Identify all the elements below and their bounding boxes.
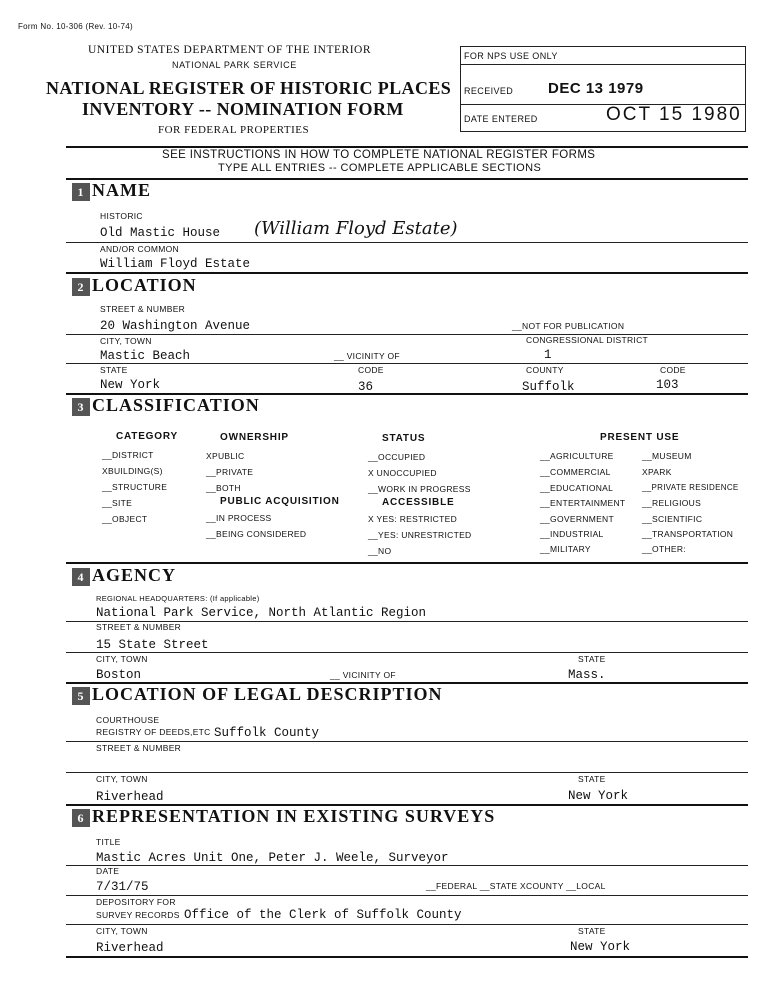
service-heading: NATIONAL PARK SERVICE: [172, 60, 297, 70]
historic-label: HISTORIC: [100, 211, 143, 221]
survey-date-label: DATE: [96, 866, 120, 876]
category-heading: CATEGORY: [116, 431, 178, 442]
acquisition-option[interactable]: __BEING CONSIDERED: [206, 529, 307, 539]
category-option[interactable]: XBUILDING(S): [102, 466, 163, 476]
received-label: RECEIVED: [464, 86, 514, 96]
use-option[interactable]: __ENTERTAINMENT: [540, 498, 626, 508]
courthouse-label: COURTHOUSE: [96, 715, 160, 725]
acquisition-option[interactable]: __IN PROCESS: [206, 513, 272, 523]
status-option[interactable]: __WORK IN PROGRESS: [368, 484, 471, 494]
survey-city-label: CITY, TOWN: [96, 926, 148, 936]
form-title-2: INVENTORY -- NOMINATION FORM: [82, 99, 404, 119]
regional-hq-value: National Park Service, North Atlantic Region: [96, 606, 427, 620]
use-option[interactable]: XPARK: [642, 467, 672, 477]
received-stamp: DEC 13 1979: [548, 80, 644, 97]
state-code-label: CODE: [358, 365, 384, 375]
historic-name: Old Mastic House: [100, 226, 221, 240]
ownership-option[interactable]: __BOTH: [206, 483, 241, 493]
survey-title-value: Mastic Acres Unit One, Peter J. Weele, Surveyor: [96, 851, 449, 865]
use-option[interactable]: __PRIVATE RESIDENCE: [642, 483, 739, 492]
use-option[interactable]: __RELIGIOUS: [642, 498, 702, 508]
accessible-heading: ACCESSIBLE: [382, 497, 455, 508]
use-option[interactable]: __GOVERNMENT: [540, 514, 614, 524]
agency-state-label: STATE: [578, 654, 606, 664]
use-option[interactable]: __COMMERCIAL: [540, 467, 611, 477]
agency-city-value: Boston: [96, 668, 142, 682]
use-option[interactable]: __TRANSPORTATION: [642, 529, 734, 539]
agency-city-label: CITY, TOWN: [96, 654, 148, 664]
status-option[interactable]: __OCCUPIED: [368, 452, 426, 462]
historic-handwritten-name: (William Floyd Estate): [254, 218, 458, 239]
use-option[interactable]: __EDUCATIONAL: [540, 483, 614, 493]
not-for-publication: __NOT FOR PUBLICATION: [512, 321, 625, 331]
registry-value: Suffolk County: [214, 726, 320, 740]
legal-street-label: STREET & NUMBER: [96, 743, 182, 753]
ownership-option[interactable]: XPUBLIC: [206, 451, 245, 461]
legal-state-label: STATE: [578, 774, 606, 784]
survey-city-value: Riverhead: [96, 941, 164, 955]
county-label: COUNTY: [526, 365, 564, 375]
category-option[interactable]: __STRUCTURE: [102, 482, 168, 492]
accessible-option[interactable]: __YES: UNRESTRICTED: [368, 530, 472, 540]
city-value: Mastic Beach: [100, 349, 191, 363]
form-number: Form No. 10-306 (Rev. 10-74): [18, 22, 133, 31]
category-option[interactable]: __OBJECT: [102, 514, 148, 524]
congressional-district-label: CONGRESSIONAL DISTRICT: [526, 335, 648, 345]
state-value: New York: [100, 378, 161, 392]
legal-city-value: Riverhead: [96, 790, 164, 804]
legal-city-label: CITY, TOWN: [96, 774, 148, 784]
depository-label: DEPOSITORY FOR: [96, 897, 176, 907]
survey-date-value: 7/31/75: [96, 880, 149, 894]
use-option[interactable]: __OTHER:: [642, 544, 686, 554]
use-option[interactable]: __SCIENTIFIC: [642, 514, 703, 524]
status-heading: STATUS: [382, 433, 426, 444]
county-code-value: 103: [656, 378, 679, 392]
city-label: CITY, TOWN: [100, 336, 152, 346]
use-option[interactable]: __MILITARY: [540, 544, 591, 554]
survey-levels[interactable]: __FEDERAL __STATE XCOUNTY __LOCAL: [426, 881, 606, 891]
common-name: William Floyd Estate: [100, 257, 251, 271]
registry-label: REGISTRY OF DEEDS,ETC: [96, 727, 211, 737]
survey-title-label: TITLE: [96, 837, 121, 847]
survey-records-value: Office of the Clerk of Suffolk County: [184, 908, 462, 922]
instructions-line-2: TYPE ALL ENTRIES -- COMPLETE APPLICABLE SECTIONS: [218, 162, 542, 174]
date-entered-stamp: OCT 15 1980: [606, 104, 742, 125]
category-option[interactable]: __DISTRICT: [102, 450, 154, 460]
section-location-heading: 2 LOCATION: [72, 275, 197, 296]
section-legal-heading: 5 LOCATION OF LEGAL DESCRIPTION: [72, 684, 443, 705]
street-label: STREET & NUMBER: [100, 304, 186, 314]
ownership-option[interactable]: __PRIVATE: [206, 467, 254, 477]
use-option[interactable]: __MUSEUM: [642, 451, 692, 461]
street-value: 20 Washington Avenue: [100, 319, 251, 333]
form-title-3: FOR FEDERAL PROPERTIES: [158, 124, 310, 136]
instructions-line-1: SEE INSTRUCTIONS IN HOW TO COMPLETE NATIONAL REGISTER FORMS: [162, 149, 596, 161]
section-name-heading: 1 NAME: [72, 180, 151, 201]
public-acquisition-heading: PUBLIC ACQUISITION: [220, 496, 340, 507]
congressional-district-value: 1: [544, 348, 552, 362]
legal-state-value: New York: [568, 789, 629, 803]
county-value: Suffolk: [522, 380, 575, 394]
use-option[interactable]: __INDUSTRIAL: [540, 529, 604, 539]
regional-hq-label: REGIONAL HEADQUARTERS: (If applicable): [96, 594, 260, 603]
state-code-value: 36: [358, 380, 374, 394]
survey-records-label: SURVEY RECORDS: [96, 910, 180, 920]
agency-street-value: 15 State Street: [96, 638, 209, 652]
date-entered-label: DATE ENTERED: [464, 114, 538, 124]
department-heading: UNITED STATES DEPARTMENT OF THE INTERIOR: [88, 44, 372, 56]
section-classification-heading: 3 CLASSIFICATION: [72, 395, 260, 416]
survey-state-value: New York: [570, 940, 631, 954]
present-use-heading: PRESENT USE: [600, 432, 680, 443]
survey-state-label: STATE: [578, 926, 606, 936]
vicinity-label: __ VICINITY OF: [334, 351, 400, 361]
agency-vicinity-label: __ VICINITY OF: [330, 670, 396, 680]
section-agency-heading: 4 AGENCY: [72, 565, 176, 586]
agency-street-label: STREET & NUMBER: [96, 622, 182, 632]
county-code-label: CODE: [660, 365, 686, 375]
accessible-option[interactable]: __NO: [368, 546, 392, 556]
accessible-option[interactable]: X YES: RESTRICTED: [368, 514, 458, 524]
common-label: AND/OR COMMON: [100, 244, 179, 254]
form-title-1: NATIONAL REGISTER OF HISTORIC PLACES: [46, 78, 452, 98]
section-surveys-heading: 6 REPRESENTATION IN EXISTING SURVEYS: [72, 806, 495, 827]
agency-state-value: Mass.: [568, 668, 606, 682]
use-option[interactable]: __AGRICULTURE: [540, 451, 614, 461]
category-option[interactable]: __SITE: [102, 498, 133, 508]
status-option[interactable]: X UNOCCUPIED: [368, 468, 437, 478]
nps-box-heading: FOR NPS USE ONLY: [464, 51, 558, 61]
ownership-heading: OWNERSHIP: [220, 432, 289, 443]
state-label: STATE: [100, 365, 128, 375]
